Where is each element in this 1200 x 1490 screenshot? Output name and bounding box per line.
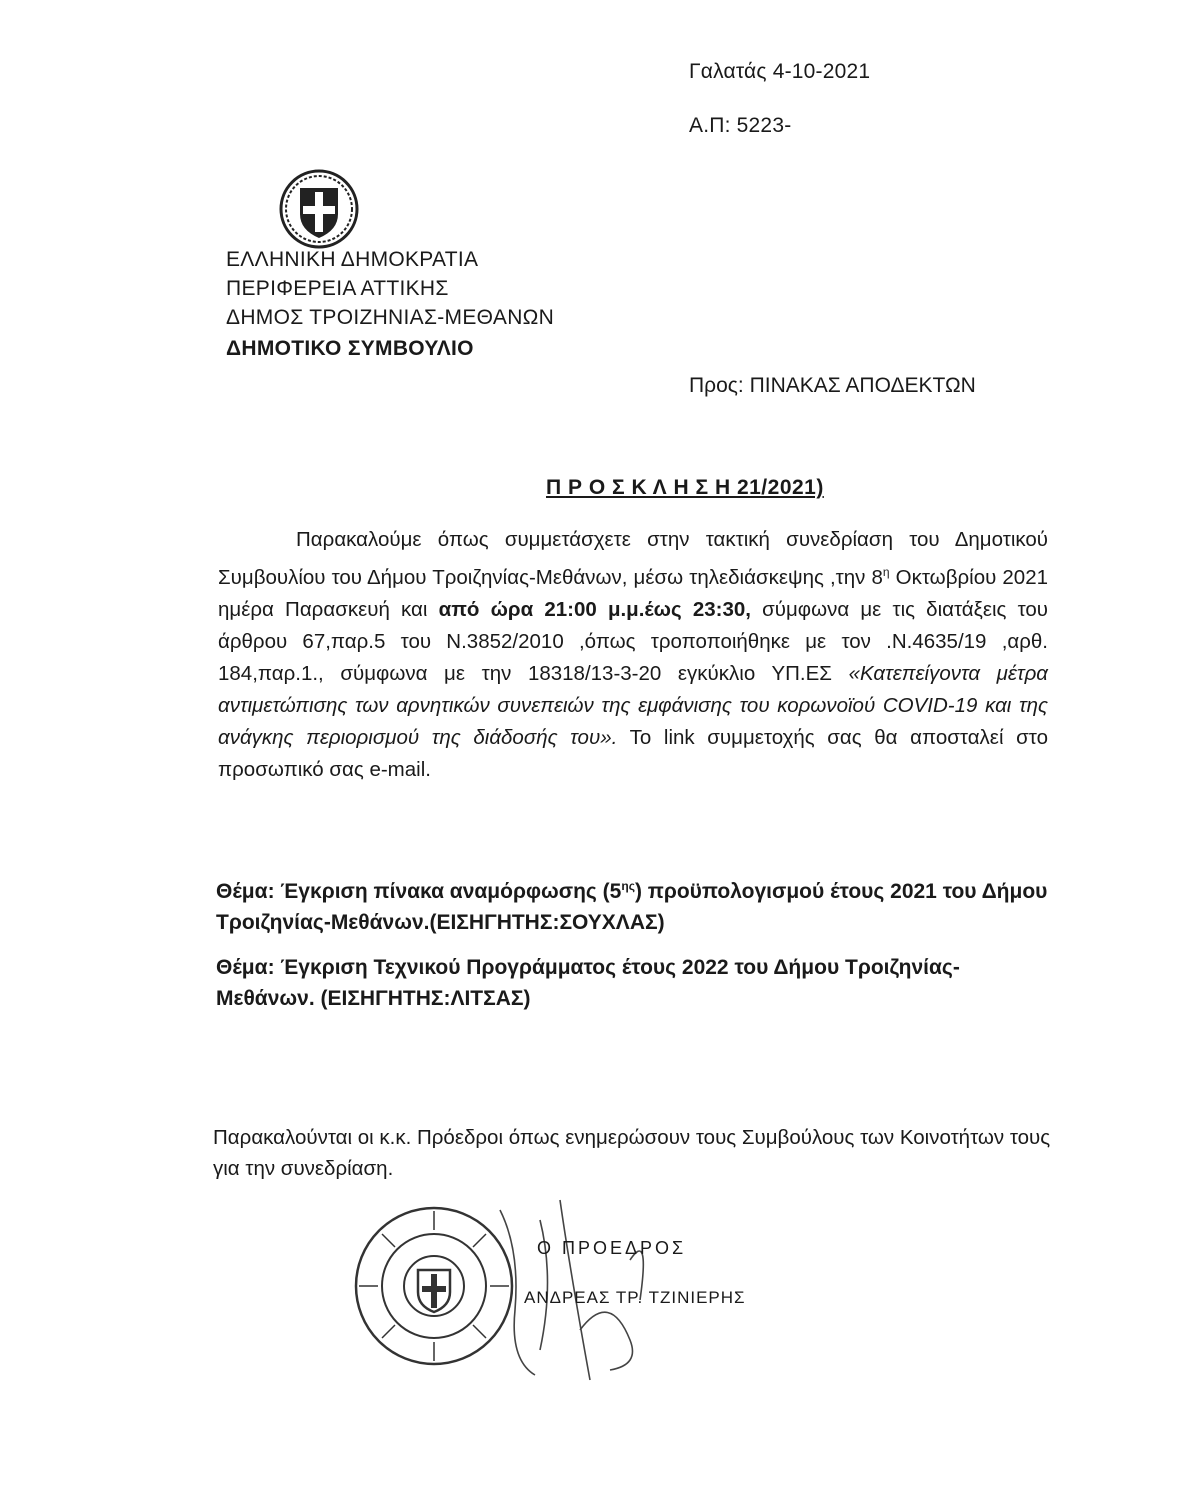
meeting-time: από ώρα 21:00 μ.μ.έως 23:30, (438, 597, 751, 621)
body-text-2: Οκτωβρίου 2021 ημέρα Παρασκευή και (218, 565, 1049, 621)
request-note: Παρακαλούνται οι κ.κ. Πρόεδροι όπως ενημερώσουν τους Συμβούλους των Κοινοτήτων τους για την συνεδρίαση. (213, 1126, 1051, 1180)
subject-1 (216, 871, 1056, 938)
org-line-republic: ΕΛΛΗΝΙΚΗ ΔΗΜΟΚΡΑΤΙΑ (226, 248, 479, 271)
president-name: ΑΝΔΡΕΑΣ ΤΡ. ΤΖΙΝΙΕΡΗΣ (524, 1288, 746, 1307)
org-line-council: ΔΗΜΟΤΙΚΟ ΣΥΜΒΟΥΛΙΟ (226, 337, 474, 360)
subject-2: Θέμα: Έγκριση Τεχνικού Προγράμματος έτους 2022 του Δήμου Τροιζηνίας-Μεθάνων. (ΕΙΣΗΓΗΤΗΣ:ΛΙΤΣΑΣ) (216, 956, 960, 1010)
body-superscript: η (882, 565, 890, 579)
document-date: Γαλατάς 4-10-2021 (689, 60, 871, 83)
org-line-municipality: ΔΗΜΟΣ ΤΡΟΙΖΗΝΙΑΣ-ΜΕΘΑΝΩΝ (226, 306, 555, 329)
subject-1-text-a: Θέμα: Έγκριση πίνακα αναμόρφωσης (5 (216, 880, 622, 903)
subject-1-text-b: ) προϋπολογισμού έτους 2021 του Δήμου Τροιζηνίας-Μεθάνων.(ΕΙΣΗΓΗΤΗΣ:ΣΟΥΧΛΑΣ) (216, 880, 1048, 934)
org-line-region: ΠΕΡΙΦΕΡΕΙΑ ΑΤΤΙΚΗΣ (226, 277, 449, 300)
recipient-line: Προς: ΠΙΝΑΚΑΣ ΑΠΟΔΕΚΤΩΝ (689, 374, 976, 397)
body-text-4: Το link συμμετοχής σας θα αποσταλεί στο προσωπικό σας e-mail. (218, 725, 1048, 781)
invitation-title: Π Ρ Ο Σ Κ Λ Η Σ Η 21/2021) (546, 476, 824, 499)
body-text-1: Παρακαλούμε όπως συμμετάσχετε στην τακτική συνεδρίαση του Δημοτικού Συμβουλίου του Δήμου Τροιζηνίας-Μεθάνων, μέσω τηλεδιάσκεψης ,την 8 (218, 528, 1048, 589)
circular-title: «Κατεπείγοντα μέτρα αντιμετώπισης των αρνητικών συνεπειών της εμφάνισης του κορωνοϊού COVID-19 και της ανάγκης περιορισμού της διάδοσής του». (218, 661, 1048, 749)
invitation-body (218, 524, 1048, 786)
greek-emblem-icon (278, 168, 360, 250)
subject-1-superscript: ης (621, 879, 635, 893)
protocol-number: Α.Π: 5223- (689, 114, 792, 137)
body-text-3: σύμφωνα με τις διατάξεις του άρθρου 67,παρ.5 του Ν.3852/2010 ,όπως τροποποιήθηκε με τον .Ν.4635/19 ,αρθ. 184,παρ.1., σύμφωνα με την 18318/13-3-20 εγκύκλιο ΥΠ.ΕΣ (218, 597, 1048, 685)
president-title: Ο ΠΡΟΕΔΡΟΣ (537, 1238, 687, 1258)
